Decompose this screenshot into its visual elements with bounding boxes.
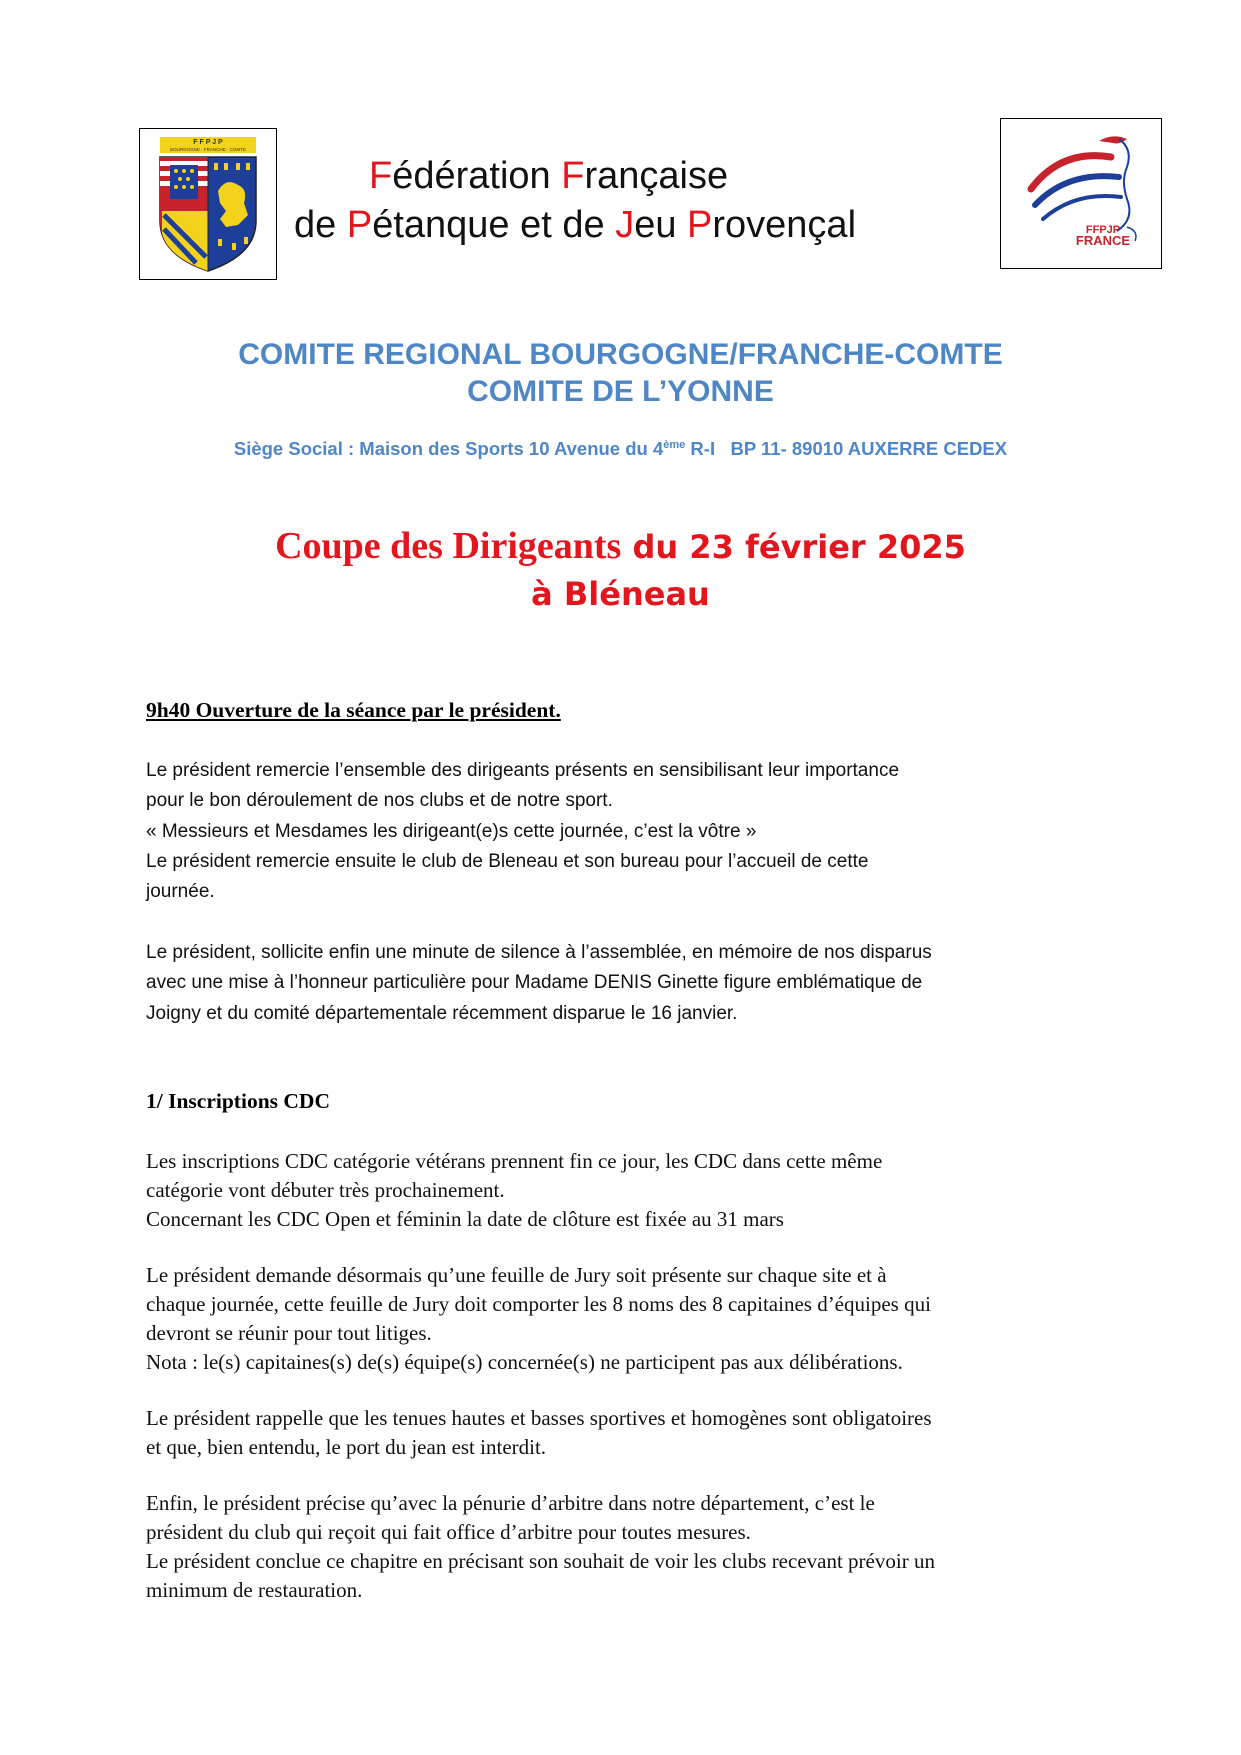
- text-line: Les inscriptions CDC catégorie vétérans prennent fin ce jour, les CDC dans cette même: [146, 1149, 883, 1173]
- text-line: Le président, sollicite enfin une minute de silence à l’assemblée, en mémoire de nos disparus: [146, 942, 932, 963]
- text-line: « Messieurs et Mesdames les dirigeant(e)s cette journée, c’est la vôtre »: [146, 820, 757, 842]
- text-line: minimum de restauration.: [146, 1578, 363, 1602]
- paragraph-dress-code: [146, 1404, 1096, 1462]
- svg-text:F F P J P: F F P J P: [193, 139, 223, 146]
- paragraph-minute-silence: [146, 938, 1096, 1029]
- text-line: journée.: [146, 881, 215, 903]
- paragraph-jury-sheet: [146, 1261, 1096, 1377]
- federation-title-line-2: de Pétanque et de Jeu Provençal: [294, 204, 857, 246]
- svg-text:FRANCE: FRANCE: [1075, 233, 1131, 248]
- text-line: Le président conclue ce chapitre en précisant son souhait de voir les clubs recevant prévoir un: [146, 1549, 935, 1573]
- paragraph-cdc-registrations: [146, 1147, 1096, 1234]
- crest-icon: [140, 129, 276, 279]
- text-line: Enfin, le président précise qu’avec la pénurie d’arbitre dans notre département, c’est le: [146, 1491, 875, 1515]
- text-line: Le président demande désormais qu’une feuille de Jury soit présente sur chaque site et à: [146, 1263, 887, 1287]
- text-line: catégorie vont débuter très prochainement.: [146, 1178, 505, 1202]
- text-line: pour le bon déroulement de nos clubs et de notre sport.: [146, 790, 613, 812]
- text-line: Nota : le(s) capitaines(s) de(s) équipe(s) concernée(s) ne participent pas aux délibérations.: [146, 1350, 903, 1374]
- text-line: et que, bien entendu, le port du jean est interdit.: [146, 1435, 547, 1459]
- section-heading-opening: 9h40 Ouverture de la séance par le président.: [146, 698, 561, 722]
- ffpjp-france-logo: [1000, 118, 1162, 269]
- paragraph-thanks: [146, 756, 1096, 907]
- text-line: président du club qui reçoit qui fait office d’arbitre pour toutes mesures.: [146, 1520, 751, 1544]
- event-title: Coupe des Dirigeants du 23 février 2025: [275, 525, 966, 567]
- svg-text:BOURGOGNE · FRANCHE · COMTE: BOURGOGNE · FRANCHE · COMTE: [170, 147, 246, 152]
- head-office-address: Siège Social : Maison des Sports 10 Avenue du 4ème R-I BP 11- 89010 AUXERRE CEDEX: [233, 438, 1008, 459]
- text-line: avec une mise à l’honneur particulière pour Madame DENIS Ginette figure emblématique de: [146, 972, 923, 994]
- text-line: Le président rappelle que les tenues hautes et basses sportives et homogènes sont obligatoires: [146, 1406, 932, 1430]
- section-heading-cdc: 1/ Inscriptions CDC: [146, 1089, 330, 1113]
- bourgogne-franche-comte-logo: [139, 128, 277, 280]
- regional-committee-title: COMITE REGIONAL BOURGOGNE/FRANCHE-COMTE: [238, 338, 1003, 371]
- text-line: Le président remercie ensuite le club de Bleneau et son bureau pour l’accueil de cette: [146, 850, 869, 872]
- text-line: chaque journée, cette feuille de Jury doit comporter les 8 noms des 8 capitaines d’équipes qui: [146, 1292, 931, 1316]
- event-location: à Bléneau: [531, 575, 710, 613]
- yonne-committee-title: COMITE DE L’YONNE: [467, 375, 774, 408]
- text-line: Concernant les CDC Open et féminin la date de clôture est fixée au 31 mars: [146, 1207, 784, 1231]
- text-line: devront se réunir pour tout litiges.: [146, 1321, 432, 1345]
- svg-text:FFPJP: FFPJP: [1085, 224, 1121, 236]
- rooster-icon: [1001, 119, 1161, 268]
- text-line: Joigny et du comité départementale récemment disparue le 16 janvier.: [146, 1002, 738, 1024]
- federation-title-line-1: Fédération Française: [369, 155, 729, 197]
- paragraph-referee: [146, 1489, 1096, 1605]
- text-line: Le président remercie l’ensemble des dirigeants présents en sensibilisant leur importance: [146, 760, 900, 781]
